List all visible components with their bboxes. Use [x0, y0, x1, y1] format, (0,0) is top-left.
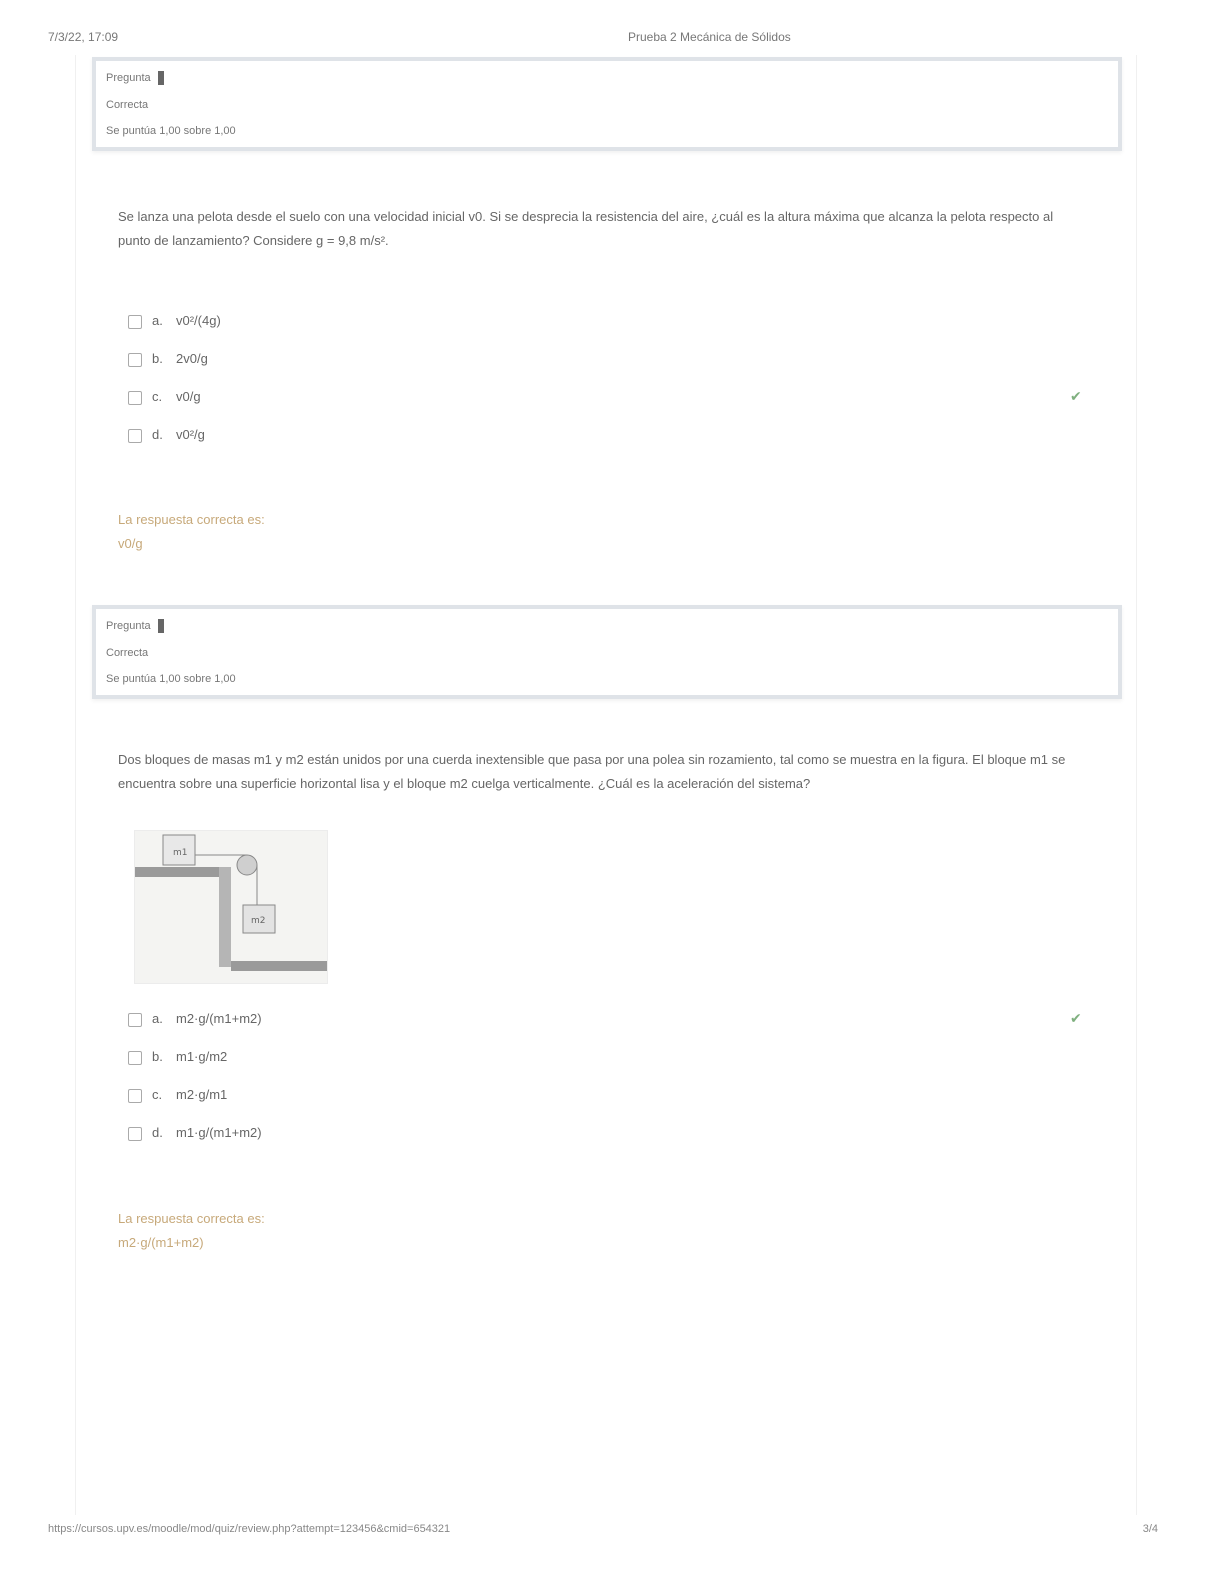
feedback-value: m2·g/(m1+m2) — [118, 1235, 204, 1250]
question-text: Se lanza una pelota desde el suelo con una velocidad inicial v0. Si se desprecia la resistencia del aire, ¿cuál es la altura máxima que alcanza la pelota respecto al punto de lanzamiento? Considere g = 9,8 m/s². — [118, 209, 1054, 248]
answer-value: m1·g/(m1+m2) — [176, 1125, 262, 1140]
question-info-box — [92, 605, 1122, 699]
question-status: Correcta — [106, 647, 149, 659]
question-label: Pregunta — [106, 619, 151, 632]
answer-letter: d. — [152, 1125, 163, 1140]
radio-button[interactable] — [128, 1089, 142, 1103]
answer-list — [124, 305, 1094, 457]
answer-letter: c. — [152, 1087, 163, 1102]
radio-button[interactable] — [128, 1051, 142, 1065]
flag-icon[interactable] — [158, 71, 164, 85]
print-url[interactable]: https://cursos.upv.es/moodle/mod/quiz/review.php?attempt=123456&cmid=654321 — [48, 1523, 451, 1535]
answer-value: m2·g/m1 — [176, 1087, 228, 1102]
answer-letter: c. — [152, 389, 163, 404]
feedback — [118, 1207, 265, 1255]
print-date: 7/3/22, 17:09 — [48, 30, 119, 44]
feedback-label: La respuesta correcta es: — [118, 512, 265, 527]
answer-option[interactable] — [124, 305, 1094, 343]
answer-option[interactable] — [124, 1041, 1094, 1079]
answer-value: m2·g/(m1+m2) — [176, 1011, 262, 1026]
feedback — [118, 508, 265, 556]
flag-icon[interactable] — [158, 619, 164, 633]
question-number — [106, 619, 164, 633]
print-header — [48, 30, 1176, 48]
check-icon: ✔ — [1070, 1010, 1082, 1026]
answer-option[interactable] — [124, 1003, 1094, 1041]
pulley-diagram — [135, 831, 327, 983]
answer-value: 2v0/g — [176, 351, 208, 366]
answer-value: m1·g/m2 — [176, 1049, 228, 1064]
radio-button[interactable] — [128, 429, 142, 443]
answer-option[interactable] — [124, 419, 1094, 457]
svg-text:m2: m2 — [251, 916, 266, 926]
answer-value: v0²/g — [176, 427, 205, 442]
answer-letter: a. — [152, 313, 163, 328]
svg-text:m1: m1 — [173, 848, 188, 858]
radio-button[interactable] — [128, 353, 142, 367]
answer-value: v0²/(4g) — [176, 313, 221, 328]
question-label: Pregunta — [106, 71, 151, 84]
answer-option[interactable] — [124, 1117, 1094, 1155]
question-score: Se puntúa 1,00 sobre 1,00 — [106, 673, 236, 685]
answer-list — [124, 1003, 1094, 1155]
answer-letter: a. — [152, 1011, 163, 1026]
page-number: 3/4 — [1142, 1523, 1158, 1535]
question-score: Se puntúa 1,00 sobre 1,00 — [106, 125, 236, 137]
answer-value: v0/g — [176, 389, 201, 404]
radio-button[interactable] — [128, 1127, 142, 1141]
question-number — [106, 71, 164, 85]
radio-button[interactable] — [128, 391, 142, 405]
feedback-label: La respuesta correcta es: — [118, 1211, 265, 1226]
answer-option[interactable] — [124, 381, 1094, 419]
print-footer — [48, 1523, 1176, 1541]
radio-button[interactable] — [128, 1013, 142, 1027]
pulley-figure — [134, 830, 328, 984]
answer-option[interactable] — [124, 343, 1094, 381]
print-title: Prueba 2 Mecánica de Sólidos — [628, 30, 791, 44]
feedback-value: v0/g — [118, 536, 143, 551]
answer-letter: b. — [152, 1049, 163, 1064]
answer-letter: b. — [152, 351, 163, 366]
question-text: Dos bloques de masas m1 y m2 están unidos por una cuerda inextensible que pasa por una polea sin rozamiento, tal como se muestra en la figura. El bloque m1 se encuentra sobre una superficie horizontal lisa y el bloque m2 cuelga verticalmente. ¿Cuál es la aceleración del sistema? — [118, 752, 1066, 791]
radio-button[interactable] — [128, 315, 142, 329]
question-status: Correcta — [106, 99, 149, 111]
answer-letter: d. — [152, 427, 163, 442]
answer-option[interactable] — [124, 1079, 1094, 1117]
check-icon: ✔ — [1070, 388, 1082, 404]
question-info-box — [92, 57, 1122, 151]
